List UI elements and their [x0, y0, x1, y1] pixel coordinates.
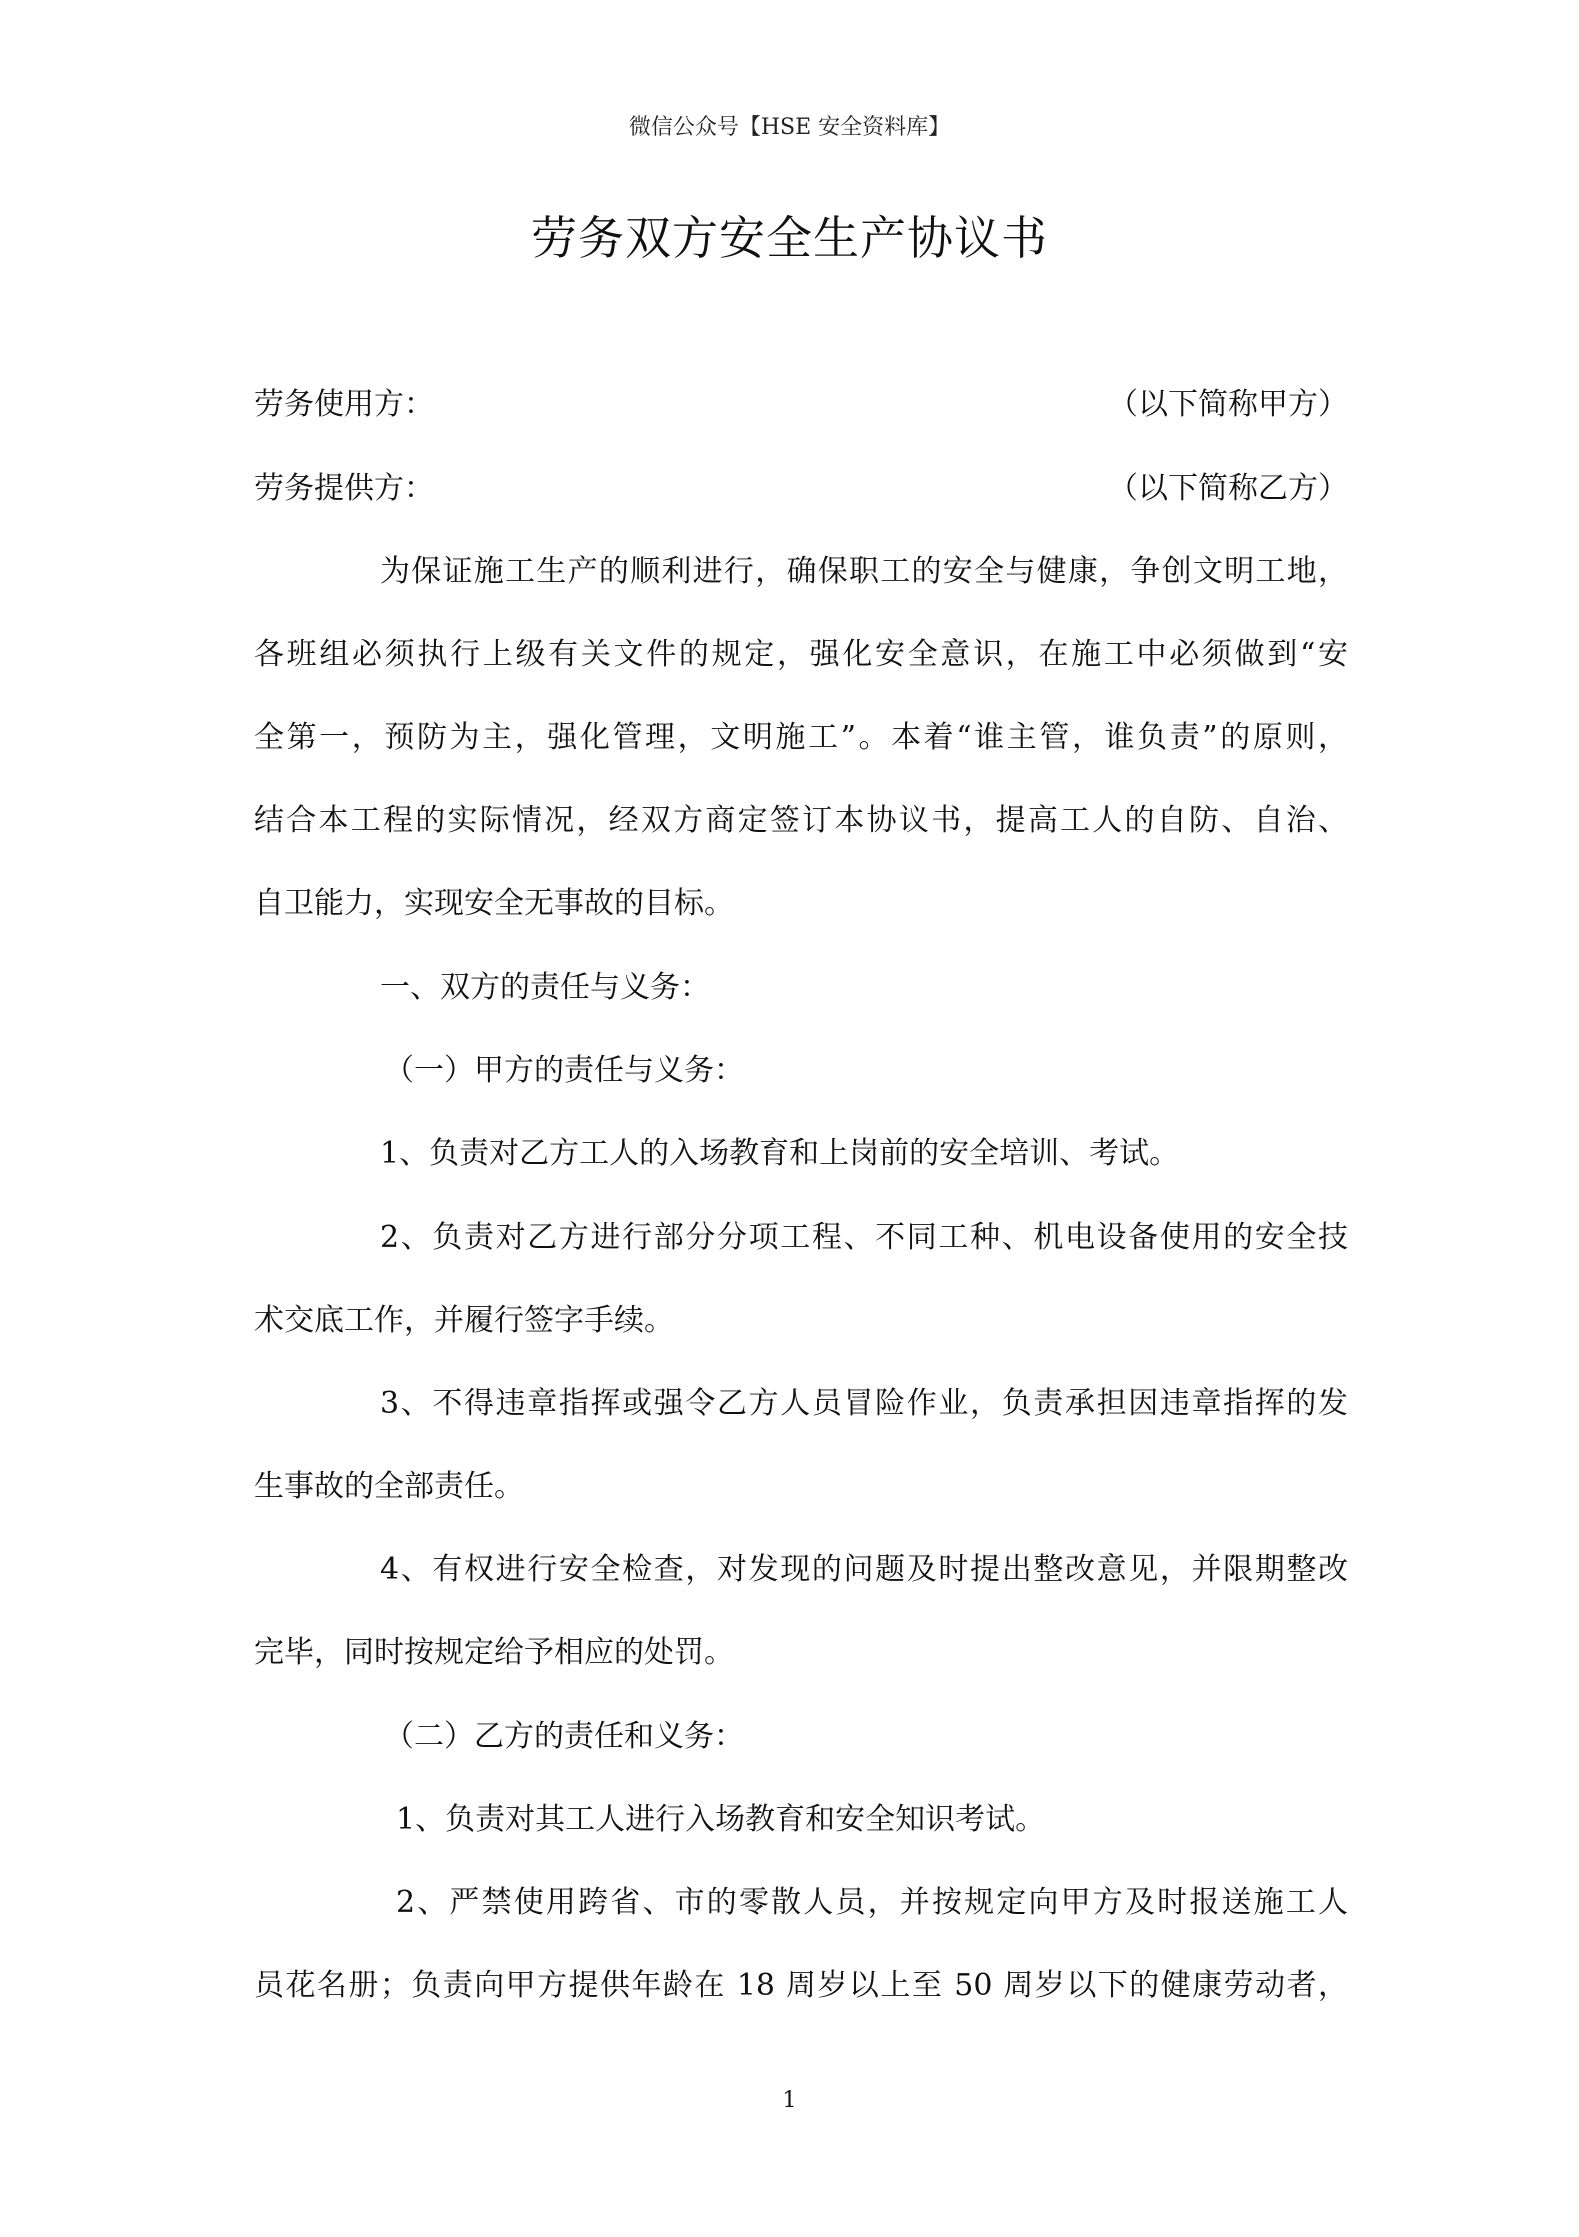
party-b-duty-2-line-2: 员花名册；负责向甲方提供年龄在 18 周岁以上至 50 周岁以下的健康劳动者，: [254, 1968, 1348, 2003]
party-b-duty-1: 1、负责对其工人进行入场教育和安全知识考试。: [396, 1802, 1046, 1837]
party-a-duties-title: （一）甲方的责任与义务：: [384, 1053, 744, 1088]
document-title: 劳务双方安全生产协议书: [531, 211, 1048, 265]
intro-line-5: 自卫能力，实现安全无事故的目标。: [254, 886, 734, 921]
section-1-title: 一、双方的责任与义务：: [380, 970, 710, 1005]
party-a-duty-1: 1、负责对乙方工人的入场教育和上岗前的安全培训、考试。: [380, 1136, 1180, 1171]
party-b-line: [254, 468, 1348, 510]
party-a-duty-4-line-2: 完毕，同时按规定给予相应的处罚。: [254, 1635, 734, 1670]
party-a-duty-4-line-1: 4、有权进行安全检查，对发现的问题及时提出整改意见，并限期整改: [380, 1552, 1348, 1587]
page-header: 微信公众号【HSE 安全资料库】: [628, 115, 951, 140]
party-a-duty-2-line-1: 2、负责对乙方进行部分分项工程、不同工种、机电设备使用的安全技: [380, 1220, 1348, 1255]
page-number: 1: [782, 2088, 797, 2113]
intro-line-3: 全第一，预防为主，强化管理，文明施工”。本着“谁主管，谁负责”的原则，: [254, 720, 1348, 755]
party-b-note: （以下简称乙方）: [1108, 471, 1348, 506]
party-a-note: （以下简称甲方）: [1108, 387, 1348, 422]
party-a-duty-3-line-2: 生事故的全部责任。: [254, 1469, 524, 1504]
party-a-duty-2-line-2: 术交底工作，并履行签字手续。: [254, 1303, 674, 1338]
party-b-duties-title: （二）乙方的责任和义务：: [384, 1719, 744, 1754]
party-a-line: [254, 384, 1348, 426]
party-a-duty-3-line-1: 3、不得违章指挥或强令乙方人员冒险作业，负责承担因违章指挥的发: [380, 1386, 1348, 1421]
party-b-duty-2-line-1: 2、严禁使用跨省、市的零散人员，并按规定向甲方及时报送施工人: [396, 1885, 1348, 1920]
intro-line-2: 各班组必须执行上级有关文件的规定，强化安全意识，在施工中必须做到“安: [254, 637, 1348, 672]
intro-line-1: 为保证施工生产的顺利进行，确保职工的安全与健康，争创文明工地，: [380, 554, 1348, 589]
intro-line-4: 结合本工程的实际情况，经双方商定签订本协议书，提高工人的自防、自治、: [254, 803, 1348, 838]
party-a-label: 劳务使用方：: [254, 387, 434, 422]
party-b-label: 劳务提供方：: [254, 471, 434, 506]
